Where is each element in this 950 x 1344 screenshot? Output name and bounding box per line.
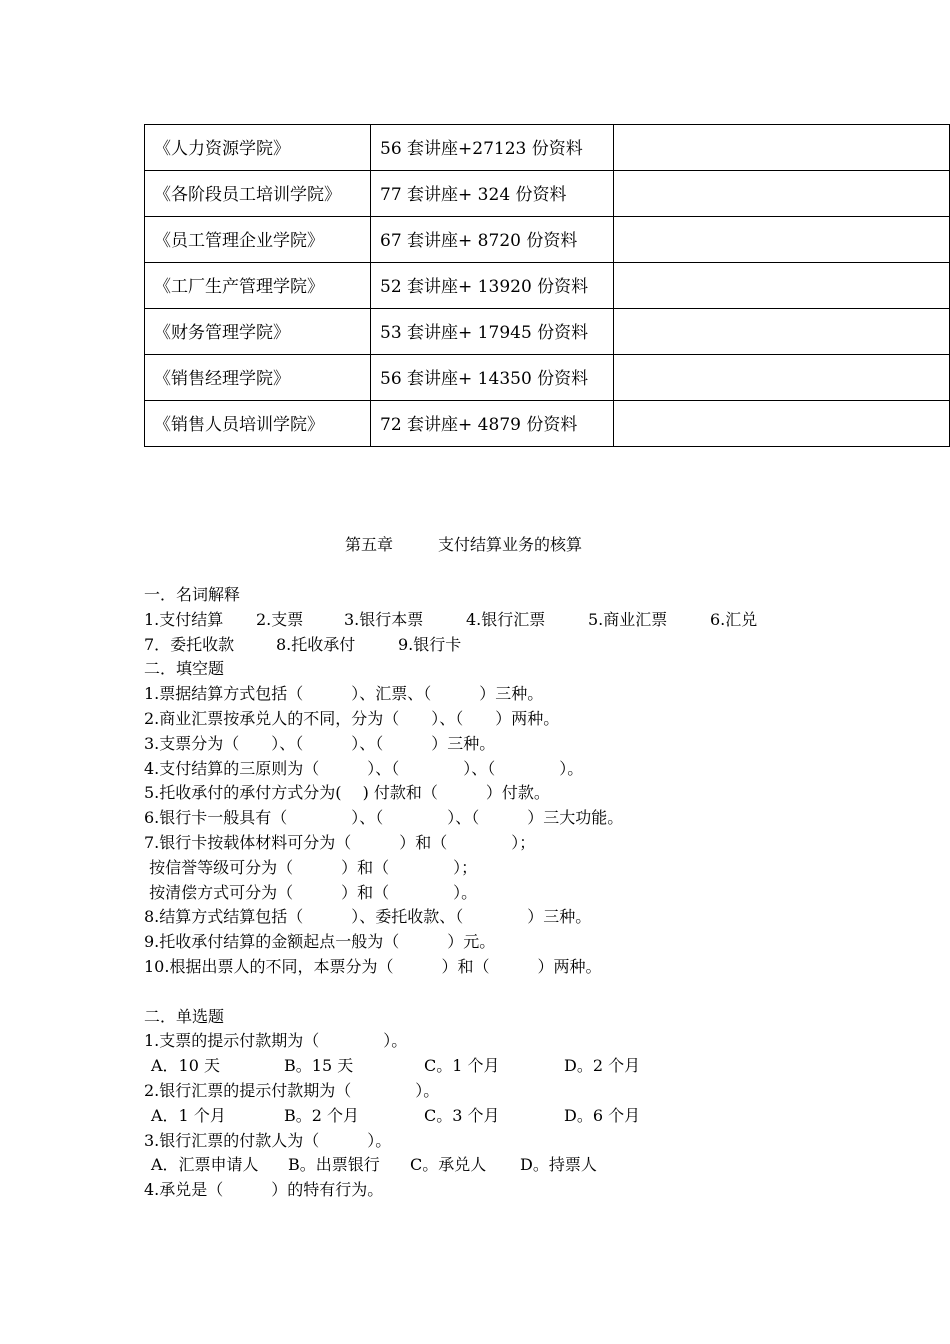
option: A．汇票申请人	[151, 1155, 259, 1175]
option: B。2 个月	[284, 1105, 360, 1125]
question: 3.银行汇票的付款人为（ ）。	[144, 1130, 392, 1150]
option: D。6 个月	[564, 1105, 641, 1125]
chapter-title: 支付结算业务的核算	[438, 535, 583, 554]
fill-item: 按清偿方式可分为（ ）和（ ）。	[144, 882, 478, 902]
course-content: 67 套讲座+ 8720 份资料	[371, 217, 614, 263]
chapter-number: 第五章	[345, 535, 394, 554]
options-row	[144, 1104, 944, 1129]
course-content: 56 套讲座+27123 份资料	[371, 125, 614, 171]
option: C。3 个月	[424, 1105, 500, 1125]
course-name: 《销售人员培训学院》	[145, 401, 371, 447]
option: C。承兑人	[410, 1155, 487, 1175]
course-name: 《销售经理学院》	[145, 355, 371, 401]
fill-item: 1.票据结算方式包括（ ）、汇票、（ ）三种。	[144, 684, 544, 704]
section-heading-fill: 二．填空题	[144, 659, 225, 679]
term-item: 3.银行本票	[344, 609, 424, 629]
table-row	[145, 263, 950, 309]
course-table	[144, 124, 950, 447]
course-note	[614, 355, 950, 401]
fill-item: 5.托收承付的承付方式分为( ) 付款和（ ）付款。	[144, 783, 550, 803]
term-item: 8.托收承付	[276, 634, 356, 654]
course-note	[614, 401, 950, 447]
term-item: 1.支付结算	[144, 609, 224, 629]
section-heading-terms: 一．名词解释	[144, 585, 241, 604]
course-content: 53 套讲座+ 17945 份资料	[371, 309, 614, 355]
table-row	[145, 171, 950, 217]
fill-item: 7.银行卡按载体材料可分为（ ）和（ ）；	[144, 832, 536, 852]
fill-item: 2.商业汇票按承兑人的不同，分为（ ）、（ ）两种。	[144, 708, 560, 728]
question: 4.承兑是（ ）的特有行为。	[144, 1180, 384, 1200]
course-name: 《财务管理学院》	[145, 309, 371, 355]
term-item: 2.支票	[256, 609, 304, 629]
term-item: 5.商业汇票	[588, 609, 668, 629]
spacer	[144, 980, 944, 1005]
option: B。15 天	[284, 1056, 354, 1076]
option: D。2 个月	[564, 1056, 641, 1076]
course-name: 《工厂生产管理学院》	[145, 263, 371, 309]
fill-item: 4.支付结算的三原则为（ ）、（ ）、（ ）。	[144, 758, 584, 778]
fill-item: 按信誉等级可分为（ ）和（ ）；	[144, 857, 478, 877]
option: D。持票人	[520, 1155, 597, 1175]
fill-item: 9.托收承付结算的金额起点一般为（ ）元。	[144, 932, 496, 952]
table-row	[145, 125, 950, 171]
course-note	[614, 309, 950, 355]
course-note	[614, 217, 950, 263]
option: C。1 个月	[424, 1056, 500, 1076]
term-item: 7．委托收款	[144, 634, 235, 654]
fill-item: 3.支票分为（ ）、（ ）、（ ）三种。	[144, 733, 496, 753]
table-row	[145, 355, 950, 401]
terms-row-1	[144, 608, 944, 633]
term-item: 6.汇兑	[710, 609, 758, 629]
term-item: 9.银行卡	[398, 634, 462, 654]
options-row	[144, 1153, 944, 1178]
course-name: 《各阶段员工培训学院》	[145, 171, 371, 217]
course-content: 77 套讲座+ 324 份资料	[371, 171, 614, 217]
option: A．1 个月	[151, 1105, 226, 1125]
terms-row-2	[144, 633, 944, 658]
section-heading-choice: 二．单选题	[144, 1006, 225, 1026]
table-row	[145, 217, 950, 263]
course-content: 72 套讲座+ 4879 份资料	[371, 401, 614, 447]
course-note	[614, 263, 950, 309]
fill-item: 8.结算方式结算包括（ ）、委托收款、（ ）三种。	[144, 907, 592, 927]
course-note	[614, 125, 950, 171]
table-row	[145, 309, 950, 355]
fill-item: 10.根据出票人的不同，本票分为（ ）和（ ）两种。	[144, 956, 602, 976]
table-row	[145, 401, 950, 447]
course-note	[614, 171, 950, 217]
course-content: 56 套讲座+ 14350 份资料	[371, 355, 614, 401]
question: 1.支票的提示付款期为（ ）。	[144, 1031, 408, 1051]
question: 2.银行汇票的提示付款期为（ ）。	[144, 1080, 440, 1100]
course-content: 52 套讲座+ 13920 份资料	[371, 263, 614, 309]
exercise-content	[144, 583, 944, 1203]
course-name: 《员工管理企业学院》	[145, 217, 371, 263]
term-item: 4.银行汇票	[466, 609, 546, 629]
course-name: 《人力资源学院》	[145, 125, 371, 171]
fill-item: 6.银行卡一般具有（ ）、（ ）、（ ）三大功能。	[144, 808, 624, 828]
option: A．10 天	[151, 1056, 221, 1076]
option: B。出票银行	[288, 1155, 380, 1175]
options-row	[144, 1054, 944, 1079]
